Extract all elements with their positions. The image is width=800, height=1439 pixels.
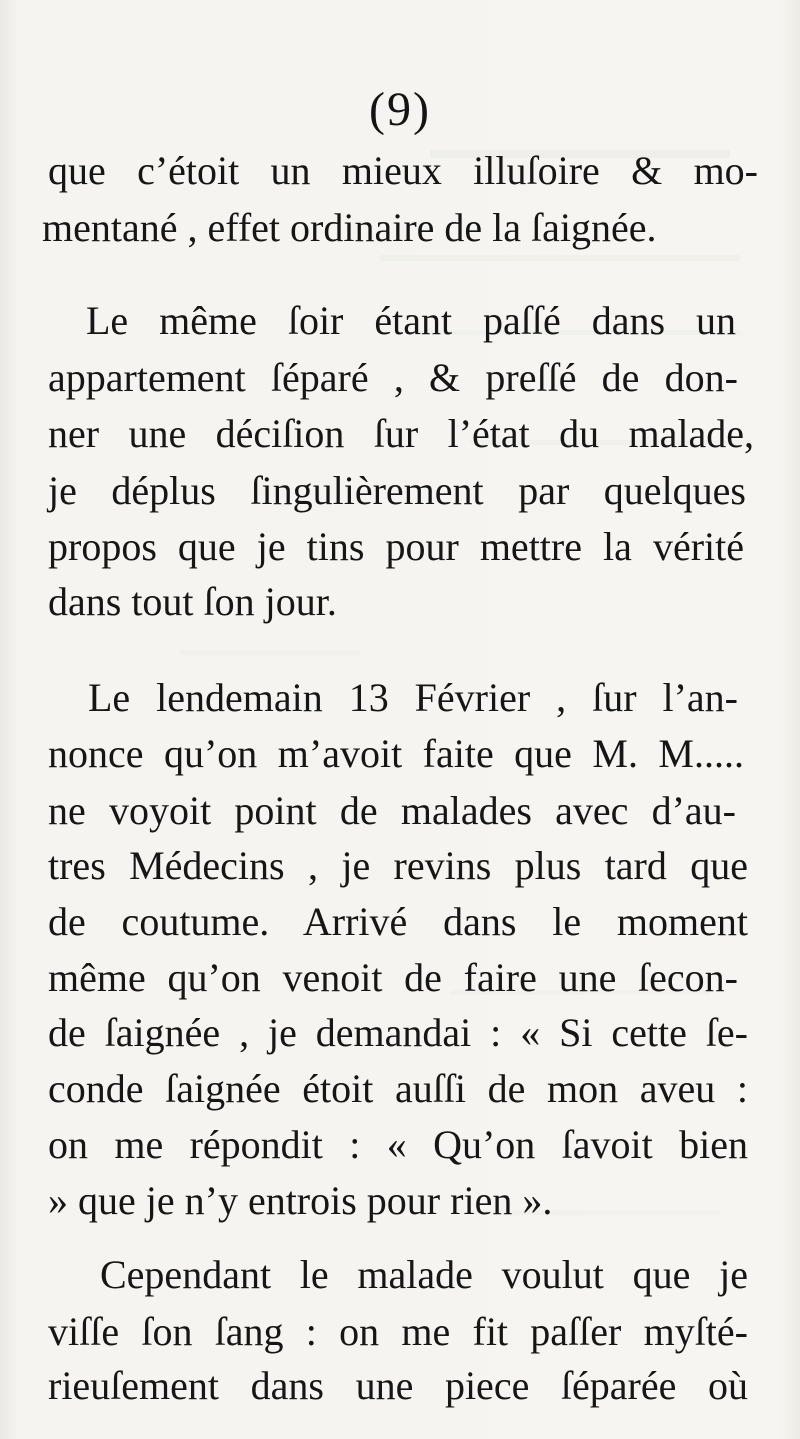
text-line: dans tout ſon jour. <box>48 579 337 624</box>
text-line: ner une déciſion ſur l’état du malade, <box>48 411 754 456</box>
text-line: ne voyoit point de malades avec d’au- <box>48 788 736 833</box>
text-line: même qu’on venoit de faire une ſecon- <box>48 955 738 1000</box>
text-line: de coutume. Arrivé dans le moment <box>48 899 748 944</box>
text-line: conde ſaignée étoit auſſi de mon aveu : <box>48 1066 748 1111</box>
text-line: » que je n’y entrois pour rien ». <box>48 1178 553 1223</box>
text-line: appartement ſéparé , & preſſé de don- <box>48 355 738 400</box>
text-line: Le lendemain 13 Février , ſur l’an- <box>88 675 738 720</box>
text-line: Le même ſoir étant paſſé dans un <box>86 298 736 343</box>
text-line: tres Médecins , je revins plus tard que <box>48 843 748 888</box>
page-number: (9) <box>369 83 431 136</box>
text-line: mentané , effet ordinaire de la ſaignée. <box>42 205 657 250</box>
text-line: viſſe ſon ſang : on me fit paſſer myſté- <box>48 1309 748 1354</box>
text-line: de ſaignée , je demandai : « Si cette ſe- <box>48 1010 748 1055</box>
text-line: je déplus ſingulièrement par quelques <box>48 468 746 513</box>
text-line: que c’étoit un mieux illuſoire & mo- <box>48 148 758 193</box>
text-line: propos que je tins pour mettre la vérité <box>48 524 744 569</box>
text-line: nonce qu’on m’avoit faite que M. M..... <box>48 731 744 776</box>
text-line: on me répondit : « Qu’on ſavoit bien <box>48 1122 748 1167</box>
text-line: Cependant le malade voulut que je <box>100 1252 748 1297</box>
text-line: rieuſement dans une piece ſéparée où <box>48 1363 748 1408</box>
